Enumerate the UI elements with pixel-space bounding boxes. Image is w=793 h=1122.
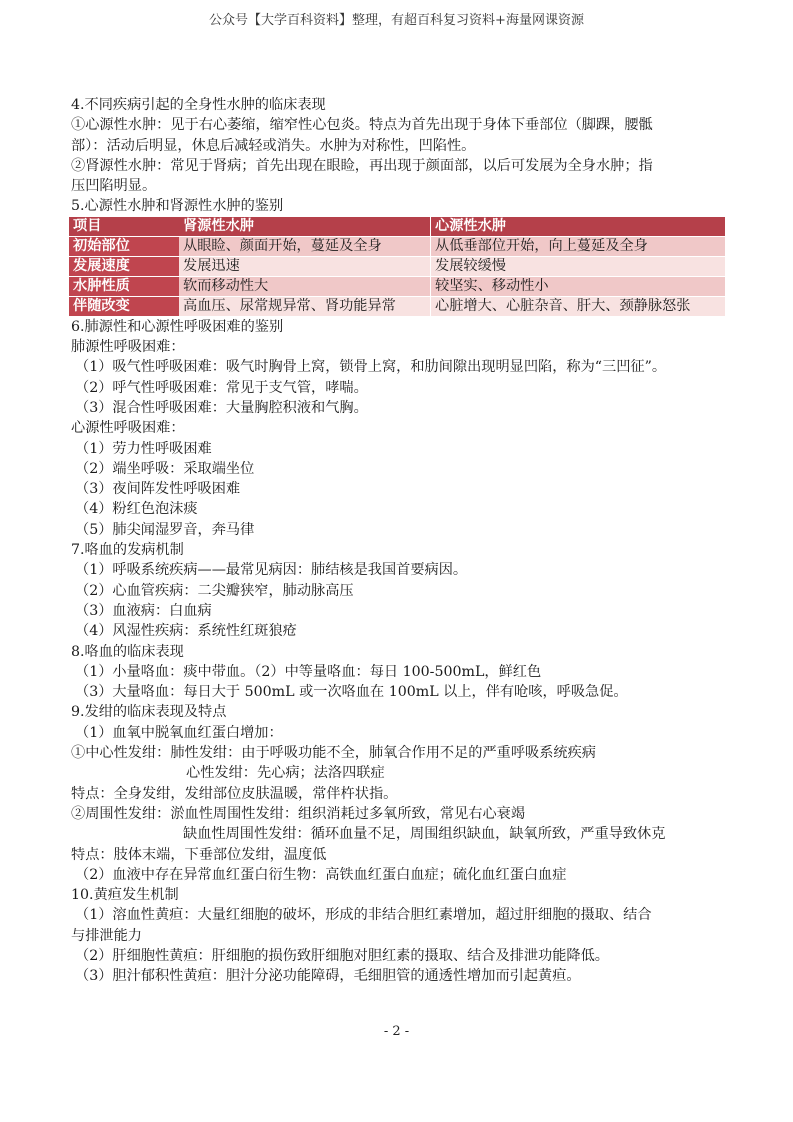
table-cell: 发展迅速 (179, 256, 431, 276)
text-line: 5.心源性水肿和肾源性水肿的鉴别 (71, 198, 284, 215)
section-edema (71, 95, 723, 217)
table-cell: 从低垂部位开始，向上蔓延及全身 (431, 236, 726, 256)
section-rest (71, 317, 723, 987)
page-header: 公众号【大学百科资料】整理，有超百科复习资料+海量网课资源 (209, 13, 584, 28)
text-line: 心源性呼吸困难： (71, 420, 185, 437)
table-row (69, 256, 725, 276)
text-line: （2）端坐呼吸：采取端坐位 (75, 460, 255, 477)
table-row-header: 发展速度 (69, 256, 179, 276)
page-number: - 2 - (383, 1024, 410, 1039)
table-row (69, 236, 725, 256)
text-line: （1）血氧中脱氧血红蛋白增加： (75, 724, 283, 741)
text-line: （1）劳力性呼吸困难 (75, 440, 212, 457)
text-line: 压凹陷明显。 (71, 178, 157, 195)
table-row (69, 276, 725, 296)
text-line: （4）风湿性疾病：系统性红斑狼疮 (75, 623, 297, 640)
text-line: 与排泄能力 (71, 927, 142, 944)
text-line: 特点：肢体末端，下垂部位发绀，温度低 (71, 846, 327, 863)
text-line: （2）心血管疾病：二尖瓣狭窄，肺动脉高压 (75, 582, 354, 599)
text-line: 7.咯血的发病机制 (71, 542, 184, 559)
text-line: （3）胆汁郁积性黄疸：胆汁分泌功能障碍，毛细胆管的通透性增加而引起黄疸。 (75, 968, 581, 985)
table-header-cell: 心源性水肿 (431, 217, 726, 237)
text-line: （4）粉红色泡沫痰 (75, 501, 198, 518)
text-line: （3）大量咯血：每日大于 500mL 或一次咯血在 100mL 以上，伴有呛咳，呼吸急促。 (75, 684, 628, 701)
text-line: （3）混合性呼吸困难：大量胸腔积液和气胸。 (75, 399, 368, 416)
table-header-row (69, 217, 725, 237)
text-line: 10.黄疸发生机制 (71, 887, 179, 904)
text-line: 心性发绀：先心病；法洛四联症 (186, 765, 385, 782)
text-line: （3）夜间阵发性呼吸困难 (75, 481, 241, 498)
text-line: 9.发绀的临床表现及特点 (71, 704, 227, 721)
text-line: 6.肺源性和心源性呼吸困难的鉴别 (71, 318, 284, 335)
text-line: ①心源性水肿：见于右心萎缩，缩窄性心包炎。特点为首先出现于身体下垂部位（脚踝，腰骶 (71, 117, 653, 134)
text-line: （1）吸气性呼吸困难：吸气时胸骨上窝，锁骨上窝，和肋间隙出现明显凹陷，称为“三凹征”。 (75, 359, 667, 376)
table-cell: 发展较缓慢 (431, 256, 726, 276)
text-line: （2）肝细胞性黄疸：肝细胞的损伤致肝细胞对胆红素的摄取、结合及排泄功能降低。 (75, 947, 609, 964)
text-line: 部）：活动后明显，休息后减轻或消失。水肿为对称性，凹陷性。 (71, 137, 476, 154)
table-header-cell: 项目 (69, 217, 179, 237)
text-line: 8.咯血的临床表现 (71, 643, 184, 660)
table-row-header: 伴随改变 (69, 296, 179, 316)
text-line: 特点：全身发绀，发绀部位皮肤温暖，常伴杵状指。 (71, 785, 398, 802)
text-line: ②肾源性水肿：常见于肾病；首先出现在眼睑，再出现于颜面部，以后可发展为全身水肿；指 (71, 157, 653, 174)
text-line: ①中心性发绀：肺性发绀：由于呼吸功能不全，肺氧合作用不足的严重呼吸系统疾病 (71, 745, 596, 762)
table-row-header: 初始部位 (69, 236, 179, 256)
text-line: （3）血液病：白血病 (75, 602, 212, 619)
text-line: 缺血性周围性发绀：循环血量不足，周围组织缺血，缺氧所致，严重导致休克 (183, 826, 666, 843)
text-line: （5）肺尖闻湿罗音，奔马律 (75, 521, 255, 538)
document-body (71, 95, 723, 987)
table-row (69, 296, 725, 316)
table-header-cell: 肾源性水肿 (179, 217, 431, 237)
table-cell: 高血压、尿常规异常、肾功能异常 (179, 296, 431, 316)
table-cell: 心脏增大、心脏杂音、肝大、颈静脉怒张 (431, 296, 726, 316)
text-line: 4.不同疾病引起的全身性水肿的临床表现 (71, 97, 326, 113)
text-line: （2）呼气性呼吸困难：常见于支气管，哮喘。 (75, 379, 368, 396)
table-row-header: 水肿性质 (69, 276, 179, 296)
text-line: （1）呼吸系统疾病——最常见病因：肺结核是我国首要病因。 (75, 562, 468, 579)
edema-comparison-table (69, 217, 725, 317)
table-cell: 较坚实、移动性小 (431, 276, 726, 296)
text-line: （2）血液中存在异常血红蛋白衍生物：高铁血红蛋白血症；硫化血红蛋白血症 (75, 866, 567, 883)
table-cell: 软而移动性大 (179, 276, 431, 296)
text-line: （1）溶血性黄疸：大量红细胞的破坏，形成的非结合胆红素增加，超过肝细胞的摄取、结合 (75, 907, 652, 924)
text-line: （1）小量咯血：痰中带血。（2）中等量咯血：每日 100-500mL，鲜红色 (75, 663, 542, 680)
text-line: 肺源性呼吸困难： (71, 339, 185, 356)
text-line: ②周围性发绀：淤血性周围性发绀：组织消耗过多氧所致，常见右心衰竭 (71, 805, 526, 822)
table-cell: 从眼睑、颜面开始，蔓延及全身 (179, 236, 431, 256)
